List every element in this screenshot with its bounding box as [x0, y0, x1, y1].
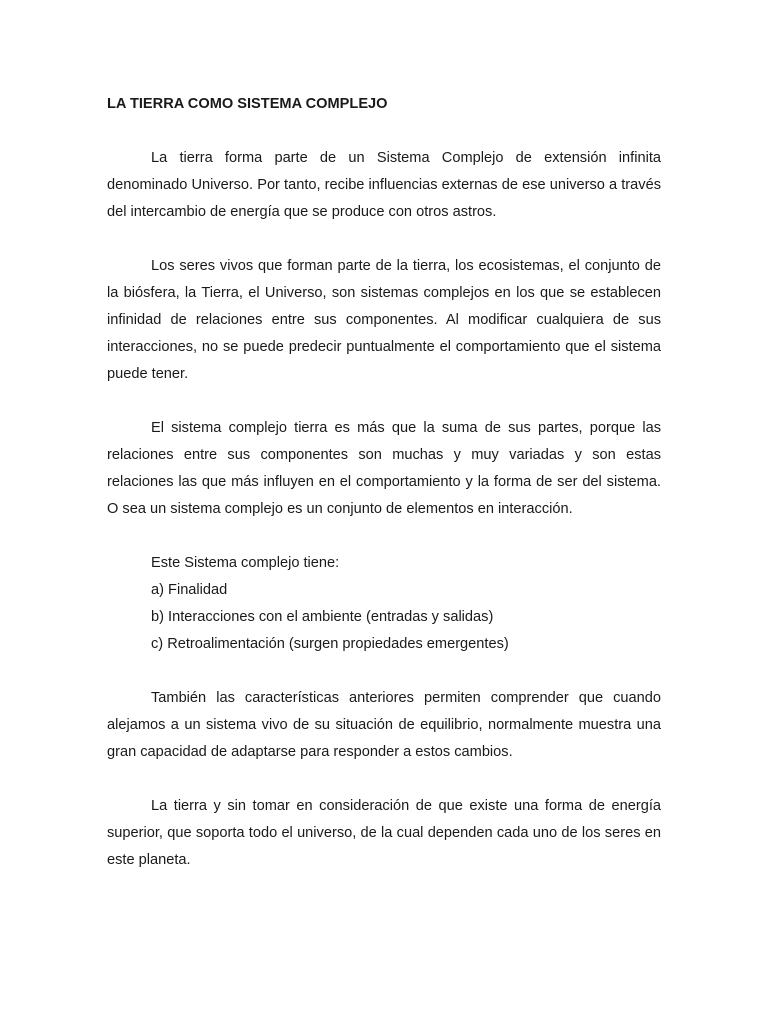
list-intro: Este Sistema complejo tiene: — [151, 555, 340, 571]
document-page — [107, 91, 661, 874]
paragraph-adaptation: También las características anteriores permiten comprender que cuando alejamos a un sistema vivo de su situación de equilibrio, normalmente muestra una gran capacidad de adaptarse para responder a estos cambios. — [107, 690, 661, 760]
list-item: c) Retroalimentación (surgen propiedades emergentes) — [151, 636, 509, 652]
paragraph-living-beings: Los seres vivos que forman parte de la tierra, los ecosistemas, el conjunto de la biósfera, la Tierra, el Universo, son sistemas complejos en los que se establecen infinidad de relaciones entre sus componentes. Al modificar cualquiera de sus interacciones, no se puede predecir puntualmente el comportamiento que el sistema puede tener. — [107, 258, 661, 382]
paragraph-sum-of-parts: El sistema complejo tierra es más que la suma de sus partes, porque las relaciones entre sus componentes son muchas y muy variadas y son estas relaciones las que más influyen en el comportamiento y la forma de ser del sistema. O sea un sistema complejo es un conjunto de elementos en interacción. — [107, 420, 661, 517]
list-item: a) Finalidad — [151, 582, 228, 598]
document-title: LA TIERRA COMO SISTEMA COMPLEJO — [107, 96, 388, 112]
properties-list — [107, 577, 661, 658]
paragraph-energy: La tierra y sin tomar en consideración de que existe una forma de energía superior, que soporta todo el universo, de la cual dependen cada uno de los seres en este planeta. — [107, 798, 661, 868]
paragraph-intro: La tierra forma parte de un Sistema Complejo de extensión infinita denominado Universo. Por tanto, recibe influencias externas de ese universo a través del intercambio de energía que se produce con otros astros. — [107, 150, 661, 220]
list-item: b) Interacciones con el ambiente (entradas y salidas) — [151, 609, 494, 625]
